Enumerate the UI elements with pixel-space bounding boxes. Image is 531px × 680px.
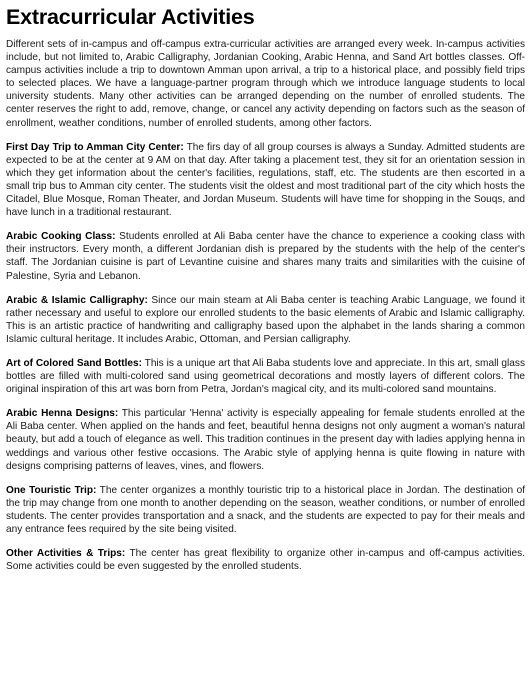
section-text: The center has great flexibility to organize other in-campus and off-campus activities. Some activities could be even suggested by the enrolled students. [6,548,526,573]
section-text: The firs day of all group courses is always a Sunday. Admitted students are expected to be at the center at 9 AM on that day. After taking a placement test, they sit for an orientation session in which they get information about the center's facilities, regulations, staff, etc. The students are then escorted in a small trip bus to Amman city center. The students visit the oldest and most traditional part of the city which hosts the Citadel, Blue Mosque, Roman Theater, and Jordan Museum. Students will have time for shopping in the Souqs, and have lunch in a traditional restaurant. [6,141,526,219]
page-title: Extracurricular Activities [6,5,255,29]
section-text: Since our main steam at Ali Baba center is teaching Arabic Language, we found it rather necessary and useful to explore our enrolled students to the basic elements of Arabic and Islamic calligraphy. This is an artistic practice of handwriting and calligraphy based upon the alphabet in the lands sharing a common Islamic cultural heritage. It includes Arabic, Ottoman, and Persian calligraphy. [6,294,525,345]
section-heading: Arabic Henna Designs: [6,408,119,420]
section-other-activities [6,547,525,573]
section-touristic-trip [6,484,525,536]
section-heading: Other Activities & Trips: [6,548,126,560]
intro-paragraph: Different sets of in-campus and off-campus extra-curricular activities are arranged every week. In-campus activities include, but not limited to, Arabic Calligraphy, Jordanian Cooking, Arabic Henna, and Sand Art bottles classes. Off-campus activities include a trip to downtown Amman upon arrival, a trip to a historical place, and possibly field trips to selected places. We have a language-partner program through which we introduce language students to local university students. Many other activities can be arranged depending on the number of enrolled students. The center reserves the right to add, remove, change, or cancel any activity depending on factors such as the season of enrollment, weather conditions, number of enrolled students, among other factors. [6,39,525,129]
section-heading: One Touristic Trip: [6,484,97,496]
section-henna-designs [6,407,525,472]
section-sand-bottles [6,357,525,396]
section-text: The center organizes a monthly touristic trip to a historical place in Jordan. The destination of the trip may change from one month to another depending on the season, weather conditions, or number of enrolled students. The center provides transportation and a snack, and the students are expected to pay for their meals and any entrance fees required by the site being visited. [6,484,525,535]
section-heading: First Day Trip to Amman City Center: [6,141,184,153]
section-heading: Art of Colored Sand Bottles: [6,357,142,369]
section-text: Students enrolled at Ali Baba center have the chance to experience a cooking class with their instructors. Every month, a different Jordanian dish is prepared by the students with the help of the center's staff. The Jordanian cuisine is part of Levantine cuisine and shares many traits and similarities with the cuisine of Palestine, Syria and Lebanon. [6,231,525,282]
section-calligraphy [6,294,525,346]
section-first-day-trip [6,141,525,220]
section-cooking-class [6,230,525,282]
section-heading: Arabic Cooking Class: [6,231,116,243]
section-text: This particular 'Henna' activity is especially appealing for female students enrolled at the Ali Baba center. When applied on the hands and feet, beautiful henna designs not only augment a woman's natural beauty, but add a touch of elegance as well. This tradition continues in the present day with ladies applying henna in weddings and various other festive occasions. The Arabic style of applying henna is quite flowing in nature with designs comprising patterns of leaves, vines, and flowers. [6,408,526,472]
section-heading: Arabic & Islamic Calligraphy: [6,294,148,306]
section-text: This is a unique art that Ali Baba students love and appreciate. In this art, small glass bottles are filled with multi-colored sand using geometrical decorations and mostly layers of different colors. The original inspiration of this art was born from Petra, Jordan's magical city, and its multi-colored sand mountains. [6,357,525,396]
